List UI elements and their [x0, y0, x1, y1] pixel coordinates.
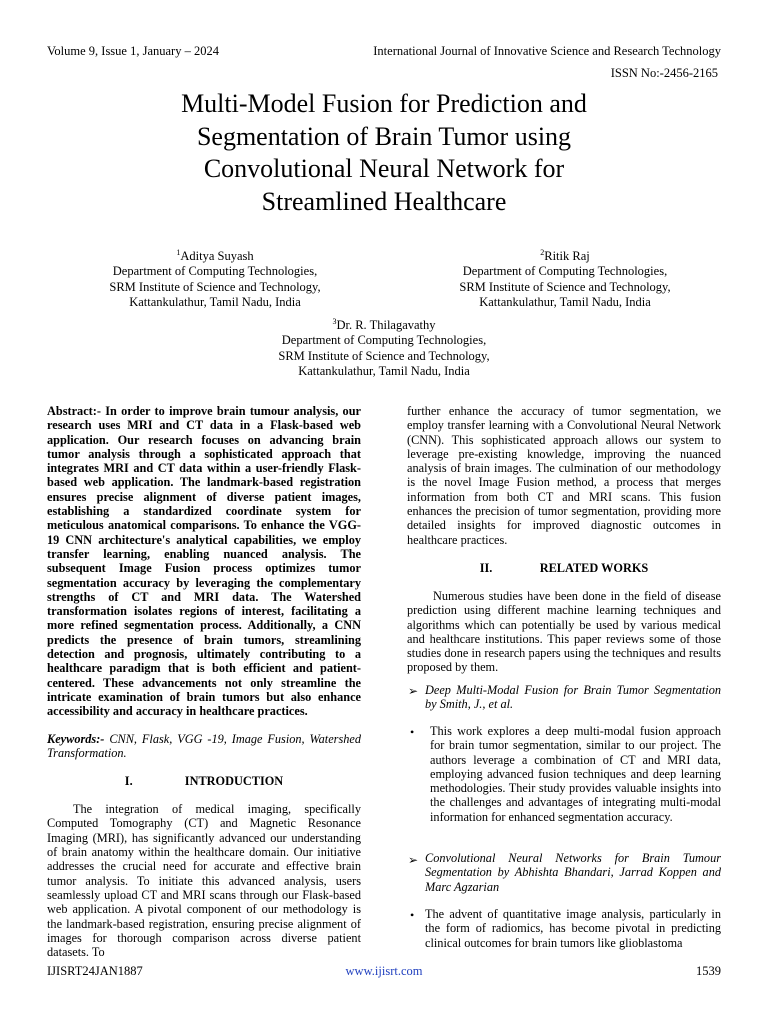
author-institution: SRM Institute of Science and Technology, — [459, 279, 671, 294]
author-number: 1 — [176, 248, 181, 257]
author-number: 3 — [332, 317, 337, 326]
section-heading-introduction — [47, 774, 361, 788]
arrow-bullet-icon: ➢ — [408, 684, 419, 698]
author-name: Aditya Suyash — [180, 249, 254, 263]
abstract-text: In order to improve brain tumour analysis, our research uses MRI and CT data in a Flask-based web application. Our research focuses on advancing brain tumor analysis through a sophisticated approach that integrates MRI and CT data within a user-friendly Flask-based web application. The landmark-based registration ensures precise alignment of diverse patient images, establishing a standardized coordinate system for meticulous anatomical comparisons. To enhance the VGG-19 CNN architecture's analytical capabilities, we employ transfer learning, enabling nuanced analysis. The subsequent Image Fusion process optimizes tumor segmentation accuracy by leveraging the complementary strengths of CT and MRI data. The Watershed transformation isolates regions of interest, facilitating a more refined segmentation process. Additionally, a CNN predicts the presence of brain tumors, streamlining detection and prognosis, ultimately contributing to a healthcare paradigm that is both efficient and patient-centered. These advancements not only streamline the intricate examination of brain tumors but also enhance accessibility and accuracy in healthcare practices. — [47, 404, 361, 719]
introduction-continued: further enhance the accuracy of tumor segmentation, we employ transfer learning with a Convolutional Neural Network (CNN). This sophisticated approach allows our system to leverage pre-existing knowledge, improving the nuanced analysis of brain images. The culmination of our methodology is the novel Image Fusion method, a process that merges information from both CT and MRI scans. This fusion enhances the precision of tumor segmentation, providing more detailed insights for improved diagnostic outcomes in healthcare practices. — [407, 404, 721, 547]
bullet-dot-icon: • — [410, 725, 415, 739]
related-item-description: The advent of quantitative image analysis, particularly in the form of radiomics, has become pivotal in predicting clinical outcomes for brain tumors like glioblastoma — [425, 907, 721, 950]
issn: ISSN No:-2456-2165 — [610, 66, 718, 80]
abstract-label: Abstract:- — [47, 404, 101, 418]
section-heading-related-works — [407, 561, 721, 575]
author-institution: SRM Institute of Science and Technology, — [109, 279, 321, 294]
author-number: 2 — [540, 248, 545, 257]
author-block-2 — [420, 249, 710, 310]
related-item-title: Convolutional Neural Networks for Brain Tumour Segmentation by Abhishta Bhandari, Jarrad Koppen and Marc Agzarian — [425, 851, 721, 894]
title-line: Streamlined Healthcare — [261, 186, 507, 216]
left-column — [47, 404, 361, 959]
author-dept: Department of Computing Technologies, — [281, 333, 487, 348]
volume-issue: Volume 9, Issue 1, January – 2024 — [47, 44, 219, 58]
paper-title — [0, 88, 768, 218]
section-number: II. — [479, 560, 493, 575]
introduction-text: The integration of medical imaging, specifically Computed Tomography (CT) and Magnetic Resonance Imaging (MRI), has significantly advanced our understanding of brain anatomy within the healthcare domain. Our initiative addresses the crucial need for accurate and effective brain tumor analysis. To initiate this advanced analysis, users seamlessly upload CT and MRI scans through our Flask-based web application. A pivotal component of our methodology is the landmark-based registration, ensuring precise alignment of images for thorough comparison across diverse patient datasets. To — [47, 802, 361, 960]
right-column-top — [407, 404, 721, 675]
title-line: Segmentation of Brain Tumor using — [196, 121, 572, 151]
keywords-label: Keywords:- — [47, 731, 105, 746]
title-line: Multi-Model Fusion for Prediction and — [181, 89, 587, 118]
keywords — [47, 732, 361, 761]
section-title: INTRODUCTION — [184, 774, 284, 789]
author-location: Kattankulathur, Tamil Nadu, India — [129, 294, 301, 309]
related-works-text: Numerous studies have been done in the field of disease prediction using different machine learning techniques and algorithms which can potentially be used by various medical and healthcare institutions. This paper reviews some of those studies done in research papers using the techniques and results proposed by them. — [407, 588, 721, 675]
author-dept: Department of Computing Technologies, — [112, 264, 318, 279]
abstract — [47, 404, 361, 719]
author-block-1 — [60, 249, 370, 310]
page-number: 1539 — [696, 964, 721, 978]
article-id: IJISRT24JAN1887 — [47, 964, 143, 978]
arrow-bullet-icon: ➢ — [408, 853, 419, 867]
keywords-text: CNN, Flask, VGG -19, Image Fusion, Watershed Transformation. — [47, 731, 362, 760]
journal-name: International Journal of Innovative Science and Research Technology — [373, 44, 721, 58]
author-name: Dr. R. Thilagavathy — [336, 318, 436, 332]
journal-website-link[interactable]: www.ijisrt.com — [345, 964, 423, 978]
author-institution: SRM Institute of Science and Technology, — [278, 348, 490, 363]
section-number: I. — [124, 774, 133, 789]
author-dept: Department of Computing Technologies, — [462, 264, 668, 279]
author-location: Kattankulathur, Tamil Nadu, India — [298, 363, 470, 378]
author-location: Kattankulathur, Tamil Nadu, India — [479, 294, 651, 309]
author-name: Ritik Raj — [544, 249, 590, 263]
related-item-title: Deep Multi-Modal Fusion for Brain Tumor Segmentation by Smith, J., et al. — [425, 683, 721, 712]
author-block-3 — [234, 318, 534, 379]
title-line: Convolutional Neural Network for — [203, 154, 565, 183]
bullet-dot-icon: • — [410, 908, 415, 922]
section-title: RELATED WORKS — [539, 560, 649, 575]
related-item-description: This work explores a deep multi-modal fusion approach for brain tumor segmentation, similar to our project. The authors leverage a combination of CT and MRI data, employing advanced fusion techniques and deep learning methodologies. Their study provides valuable insights into the challenges and advantages of integrating multi-modal information for enhanced segmentation accuracy. — [430, 724, 721, 824]
